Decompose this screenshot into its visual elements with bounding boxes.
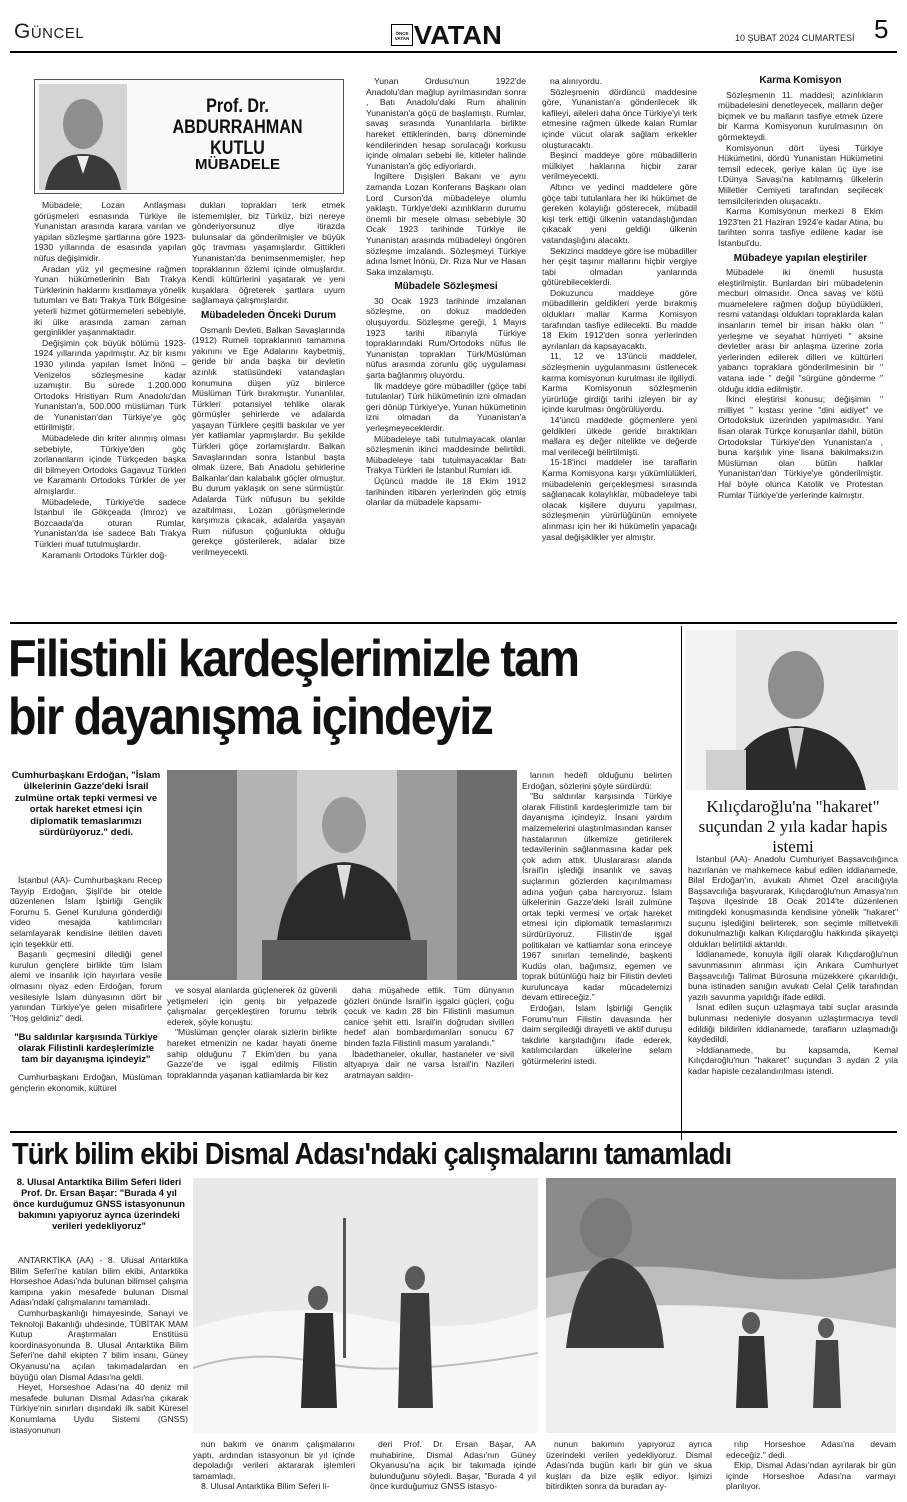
paragraph: Sözleşmenin dördüncü maddesine göre, Yunanistan'a gönderilecek ilk kafileyi, aileleri daha önce Türkiye'yi terk etmesine rağmen ülkede kalan Rumlar içinde vücut olarak sağlam erkekler oluşturacaktı. (542, 86, 697, 150)
paragraph: 11, 12 ve 13'üncü maddeler, sözleşmenin uygulanmasını üstlenecek karma komisyonun kurulması ile ilgiliydi. Karma Komisyonun sözleşmenin yürürlüğe girdiği tarihi izleyen bir ay içinde kurulması öngörülüyordu. (542, 351, 697, 415)
author-box (34, 79, 344, 194)
paragraph: Cumhurbaşkanı Erdoğan, Müslüman gençlerin ekonomik, kültürel (10, 1072, 162, 1093)
paragraph: İsnat edilen suçun uzlaşmaya tabi suçlar arasında bulunması nedeniyle dosyanın uzlaştırmacıya tevdi edildiği bildirilen iddianamede, tarafların uzlaşmadığı kaydedildi. (688, 1002, 898, 1045)
paragraph: daha müşahede ettik. Tüm dünyanın gözleri önünde İsrail'in işgalci güçleri, çoğu çocuk ve kadın 28 bin Filistinli masumun canice şehit etti. İsrail'in doğrudan sivilleri hedef alan bombardımanları sonucu 67 binden fazla Filistinli masum yaralandı." (344, 985, 514, 1048)
paragraph: Mübadele; Lozan Antlaşması görüşmeleri esnasında Türkiye ile Yunanistan arasında karara varılan ve yapılan sözleşme şartlarına göre 1923-1930 yıllarında de esasında yapılan nüfus değişimidir. (34, 200, 186, 263)
erdogan-lead: Cumhurbaşkanı Erdoğan, "İslam ülkelerinin Gazze'deki İsrail zulmüne ortak tepki vermesi ve ortak hareket etmesi için diplomatik temaslarımızı sürdürüyoruz." dedi. (11, 770, 161, 839)
paragraph: ANTARKTİKA (AA) - 8. Ulusal Antarktika Bilim Seferi'ne katılan bilim ekibi, Antarktika Horseshoe Adası'nda bulunan bilimsel çalışma kampına yakın mesafede bulunan Dismal Adası'ndaki çalışmalarını tamamladı. (10, 1255, 188, 1308)
erdogan-photo (167, 770, 517, 980)
masthead (0, 0, 907, 58)
subheading: Mübadele Sözleşmesi (394, 281, 498, 293)
logo-badge: ÖNCE VATAN (391, 24, 413, 46)
paragraph: İstanbul (AA)- Anadolu Cumhuriyet Başsavcılığınca hazırlanan ve mahkemece kabul edilen iddianamede, Bilal Erdoğan'ın, avukatı Ahmet Özel aracılığıyla Başsavcılığa başvurarak, Kılıçdaroğlu'nun Amasya'nın Taşova ilçesinde 18 Ocak 2014'te düzenlenen mitingdeki konuşmasında kendisine yönelik "hakaret" suçunu işlediğini belirterek, son seçimle milletvekili dokunulmazlığı kalkan Kılıçdaroğlu hakkında şikayetçi oldukları belirtildi aktarıldı. (688, 854, 898, 949)
paragraph: Karamanlı Ortodoks Türkler doğ- (42, 549, 167, 560)
paragraph: İngiltere Dışişleri Bakanı ve aynı zamanda Lozan Konferans Başkanı olan Lord Curson'da mübadeleye olumlu yaklaştı. Türkiye'deki azınlıkların durumu önemli bir mesele olması sebebiyle 30 Ocak 1923 tarihinde Türkiye ile Yunanistan arasında mübadeleyi öngören sözleşme imzalandı. Sözleşmeyi Türkiye adına İsmet İnönü, Dr. Rıza Nur ve Hasan Saka imzalamıştı. (366, 171, 526, 277)
erdogan-col2 (167, 985, 337, 1080)
paragraph: rılıp Horseshoe Adası'na devam edeceğiz." dedi. (726, 1439, 896, 1460)
paragraph: Heyet, Horseshoe Adası'na 40 deniz mil mesafede bulunan Dismal Adası'na çıkarak Türkiye'nin sınırları dışındaki ilk sabit Küresel Konumlama Uydu Sistemi (GNSS) istasyonunun (10, 1382, 188, 1435)
subheading: Karma Komisyon (759, 75, 842, 86)
paragraph: Dokuzuncu maddeye göre mübadillerin geldikleri yerde bırakmış oldukları mallar Karma Komisyon tarafından tasfiye edilecekti. Bu madde 18 Ekim 1912'den sonra yerlerinden ayrılanları da kapsayacaktı. (542, 287, 697, 351)
paragraph: Değişimin çok büyük bölümü 1923-1924 yıllarında yapılmıştır. Az bir kısmı 1930 yılında yapılan İsmet İnönü – Venizelos sözleşmesine kadar uzamıştır. Bu sürede 1.200.000 Ortodoks Hristiyan Rum Anadolu'dan Yunanistan'a, 500.000 müslüman Türk de Yunanistan'dan Türkiye'ye göç ettirilmiştir. (34, 337, 186, 433)
column-col2 (192, 200, 345, 558)
paragraph: İddianamede, konuyla ilgili olarak Kılıçdaroğlu'nun savunmasının alınması için Ankara Cumhuriyet Başsavcılığı Talimat Bürosuna müzekkere çıkarıldığı, buna istinaden sanığın avukatı Celal Çelik tarafından yazılı savunma yapıldığı ifade edildi. (688, 949, 898, 1002)
antarctica-col3 (370, 1439, 536, 1492)
paragraph: Erdoğan, İslam İşbirliği Gençlik Forumu'nun Filistin davasında her daim sergilediği dirayetli ve aktif duruşu takdirle karşıladığını ifade ederek, katılımcılardan ülkelerine selam götürmelerini istedi. (522, 1003, 672, 1067)
paragraph: Üçüncü madde ile 18 Ekim 1912 tarihinden itibaren yerlerinden göç etmiş olanlar da mübadele kapsamı- (366, 475, 526, 508)
antarctica-photo-1 (193, 1178, 538, 1433)
pull-quote: "Bu saldırılar karşısında Türkiye olarak Filistinli kardeşlerimizle tam bir dayanışma içindeyiz" (14, 1031, 158, 1065)
paragraph: >İddianamede, bu kapsamda, Kemal Kılıçdaroğlu'nun "hakaret" suçundan 3 aydan 2 yıla kadar hapisle cezalandırılması istendi. (688, 1044, 898, 1076)
paragraph: Mübadeleye tabi tutulmayacak olanlar sözleşmenin ikinci maddesinde belirtildi. Mübadeleye tabi tutulmayacaklar Batı Trakya Türkleri ile İstanbul Rumları idi. (366, 433, 526, 476)
paragraph: 14'üncü maddede göçmenlere yeni geldikleri ülkede geride bıraktıkları mallara eş değer nitelikte ve değerde mal verileceği belirtilmişti. (542, 415, 697, 457)
antarctica-headline: Türk bilim ekibi Dismal Adası'ndaki çalışmalarını tamamladı (12, 1136, 732, 1171)
antarctica-photo-2 (546, 1178, 896, 1433)
paragraph: larının hedefi olduğunu belirten Erdoğan, sözlerini şöyle sürdürdü: (522, 770, 672, 791)
paragraph: na alınıyordu. (550, 76, 603, 86)
paragraph: "Müslüman gençler olarak sizlerin birlikte hareket etmenizin ne kadar hayati öneme sahip olduğunu 7 Ekim'den bu yana Gazze'de ve işgal edilmiş Filistin topraklarında yaşanan katliamlarda bir kez (167, 1027, 337, 1080)
paragraph: İkinci eleştirisi konusu; değişimin " milliyet " kıstası yerine "dini aidiyet" ve Ortodoksluk üzerinden yapılmasıdır. Yani lisan olarak Türkçe konuşanlar dahil, bütün Ortodokslar Türkiye'den Yunanistan'a , buna karşılık yine lisana bakılmaksızın Müslüman olan bütün halklar Yunanistan'dan Türkiye'ye gönderilmiştir. Hal böyle olunca Katolik ve Protestan Rumlar Türkiye'de yerlerinde kalmıştır. (718, 394, 883, 500)
masthead-rule (10, 51, 897, 53)
antarctica-col4 (546, 1439, 712, 1492)
paragraph: Sekizinci maddeye göre ise mübadiller her çeşit taşınır mallarını hiçbir vergiye tabi olmadan yanlarında götürebileceklerdi. (542, 245, 697, 288)
paragraph: İlk maddeye göre mübadiller (göçe tabi tutulanlar) Türk hükümetinin izni olmadan geri dönüp Türkiye'ye, Yunan hükümetinin izni olmadan da Yunanistan'a yerleşmeyeceklerdir. (366, 380, 526, 433)
section-divider (10, 622, 897, 624)
antarctica-col5 (726, 1439, 896, 1492)
erdogan-col4 (522, 770, 672, 1067)
antarctica-col2 (193, 1439, 355, 1492)
page-number: 5 (874, 14, 889, 44)
paragraph: "Bu saldırılar karşısında Türkiye olarak Filistinli kardeşlerimizle tam bir dayanışma içindeyiz. İnsani yardım malzemelerini ulaştırılmasından kanser hastalarının ülkemize getirilerek tedavilerinin sağlanmasına kadar pek çok adım attık. Uluslararası alanda İsrail'in işlediği insanlık ve savaş suçlarının gözlerden kaçırılmaması adına yoğun çaba harcıyoruz. İslam ülkelerinin Gazze'deki İsrail zulmüne ortak tepki vermesi ve ortak hareket etmesi için diplomatik temaslarımızı sürdürüyoruz. Filistin'de işgal politikaları ve katliamlar sona erinceye 1967 sınırları temelinde, başkenti Kudüs olan, bağımsız, egemen ve toprak bütünlüğü haiz bir Filistin devleti kuruluncaya kadar mücadelemizi devam ettireceğiz." (522, 791, 672, 1003)
paragraph: Karma Komisyonun merkezi 8 Ekim 1923'ten 21 Haziran 1924'e kadar Atina, bu tarihten sonra tasfiye edilene kadar ise İstanbul'du. (718, 206, 883, 248)
column-col4 (542, 76, 697, 542)
paragraph: Başarılı geçmesini dilediği genel kurulun gençlere birlikte tüm İslam alemi ve insanlık için hayırlara vesile olmasını niyaz eden Erdoğan, forum vesilesiyle İslam dünyasının dört bir yanından Türkiye'ye gelen misafirlere "Hoş geldiniz" dedi. (10, 949, 162, 1023)
paragraph: deri Prof. Dr. Ersan Başar, AA muhabirine, Dismal Adası'nın Güney Okyanusu'na açık bir takımada içinde bulunduğunu söyledi. Başar, "Burada 4 yıl önce kurduğumuz GNSS istasyo- (370, 1439, 536, 1492)
erdogan-headline: Filistinli kardeşlerimizle tam bir dayanışma içindeyiz (8, 630, 579, 746)
logo-text: VATAN (413, 19, 502, 50)
vertical-divider (681, 626, 682, 1140)
issue-date: 10 ŞUBAT 2024 CUMARTESİ (735, 33, 855, 43)
author-photo (39, 84, 127, 190)
kilicdaroglu-body (688, 854, 898, 1076)
paragraph: Altıncı ve yedinci maddelere göre göçe tabi tutulanlara her iki hükümet de gereken kolaylığı gösterecek, mübadil kişi terk ettiği ülkenin vatandaşlığından çıkacak yeni geldiği ülkenin vatandaşlığını alacaktı. (542, 181, 697, 245)
section-divider (10, 1131, 897, 1133)
column-col1 (34, 200, 186, 560)
paragraph: 30 Ocak 1923 tarihinde imzalanan sözleşme, on dokuz maddeden oluşuyordu. Sözleşme gereği, 1 Mayıs 1923 tarihi itibarıyla Türkiye topraklarındaki Rum/Ortodoks nüfus ile Yunanistan toprakları Türk/Müslüman nüfus arasında zorunlu göç uygulaması şarta bağlanmış oluyordu. (366, 295, 526, 381)
section-name: Güncel (14, 20, 85, 43)
kilicdaroglu-photo (686, 630, 898, 790)
column-col5 (718, 76, 883, 500)
subheading: Mübadeye yapılan eleştiriler (733, 252, 868, 264)
paragraph: 8. Ulusal Antarktika Bilim Seferi li- (201, 1481, 330, 1492)
paragraph: İbadethaneler, okullar, hastaneler ve sivil altyapıya dair ne varsa İsrail'in Nazileri aratmayan saldırı- (344, 1048, 514, 1080)
kilicdaroglu-headline: Kılıçdaroğlu'na "hakaret" suçundan 2 yıla kadar hapis istemi (698, 797, 888, 856)
paragraph: ve sosyal alanlarda güçlenerek öz güvenli yetişmeleri için geniş bir yelpazede çalışmalar gerçekleştiren forumu tebrik ederek, şöyle konuştu: (167, 985, 337, 1027)
paragraph: nun bakım ve onarım çalışmalarını yaptı, ardından istasyonun bir yıl içinde depoladığı verileri aktararak işlemleri tamamladı. (193, 1439, 355, 1481)
author-name: Prof. Dr. ABDURRAHMAN KUTLU (172, 96, 303, 159)
column-col3 (366, 76, 526, 508)
paragraph: Osmanlı Devleti, Balkan Savaşlarında (1912) Rumeli topraklarının tamamına yakınını ve Ege Adalarını kaybetmiş, geride bir anda başka bir devletin azınlık statüsündeki vatandaşları konumuna düşen yüz binlerce Müslüman Türk bırakmıştır. Yunanlılar, Türkleri potansiyel tehlike olarak görmüşler şehirlerde ve adalarda yaşayan Türklere çeşitli baskılar ve yer yer katliamlar yapmışlardır. Bu şekilde Türkleri göçe zorlamışlardır. Balkan Savaşlarından sonra İstanbul başta olmak üzere, Batı Anadolu şehirlerine Balkanlar'dan kalabalık göçler olmuştur. Bu durum yaklaşık on sene sürmüştür. Adalarda Türk nüfusun bu şekilde azaltılması, Lozan görüşmelerinde karşımıza çıkacak, adalarda yaşayan Rum nüfusun çoğunlukta olduğu gerekçe gösterilerek, adalar bize verilmeyecekti. (192, 324, 345, 557)
subheading: Mübadeleden Önceki Durum (200, 309, 337, 321)
paragraph: Aradan yüz yıl geçmesine rağmen Yunan hükümetlerinin Batı Trakya Türklerinin haklarını kısıtlamaya yönelik tutumları ve Batı Trakya Türk Bölgesine yeterli hizmet götürmemeleri sebebiyle, iki ülke arasında zaman zaman gerginlikler yaşanmaktadır. (34, 263, 186, 338)
paragraph: Ekip, Dismal Adası'ndan ayrılarak bir gün içinde Horseshoe Adası'na varmayı planlıyor. (726, 1460, 896, 1492)
paragraph: Mübadele iki önemli hususta eleştirilmiştir. Bunlardan biri mübadelenin mecburi olmasıdır. Onca savaş ve kötü muamelelere rağmen doğup büyüdükleri, resmi vatandaşı oldukları topraklarda kalan insanların temel bir insan hakkı olan " yerleşme ve seyahat hürriyeti " aksine devletler arası bir anlaşma üzerine zorla yerlerinden edilerek dilleri ve kültürleri yabancı topraklara gönderilmesinin bir " vatana iade " değil "sürgüne gönderme " olduğu iddia edilmiştir. (718, 267, 883, 394)
antarctica-col1 (10, 1255, 188, 1435)
logo (391, 19, 502, 50)
paragraph: Mübadelede, Türkiye'de sadece İstanbul ile Gökçeada (İmroz) ve Bozcaada'da oturan Rumlar, Yunanistan'da ise sadece Batı Trakya Türkleri muaf tutulmuşlardır. (34, 496, 186, 549)
paragraph: Komisyonun dört üyesi Türkiye Hükümetini, dördü Yunanistan Hükümetini temsil edecek, geriye kalan üç üye ise I.Dünya Savaşı'na katılmamış ülkelerin Milletler Cemiyeti tarafından seçilecek temsilcilerinden oluşacaktı. (718, 142, 883, 206)
paragraph: Mübadelede din kriter alınmış olması sebebiyle, Türkiye'den göç zorlananların içinde Türkçeden başka dil bilmeyen Ortodoks Gagavuz Türkleri ve Karamanlı Ortodoks Türkler de yer almışlardır. (34, 433, 186, 497)
erdogan-col3 (344, 985, 514, 1080)
paragraph: Cumhurbaşkanlığı himayesinde, Sanayi ve Teknoloji Bakanlığı uhdesinde, TÜBİTAK MAM Kutup Araştırmaları Enstitüsü koordinasyonunda 8. Ulusal Antarktika Bilim Seferi'ne dahil ekipten 7 bilim insanı, Güney Okyanusu'na açılan takımadalardan en büyüğü olan Dismal Adası'na geldi. (10, 1307, 188, 1382)
column-title: MÜBADELE (195, 156, 280, 173)
paragraph: İstanbul (AA)- Cumhurbaşkanı Recep Tayyip Erdoğan, Şişli'de bir otelde düzenlenen İslam İşbirliği Gençlik Forumu 5. Genel Kuruluna gönderdiği video mesajda katılımcıları selamlayarak kendisine iletilen daveti için teşekkür etti. (10, 875, 162, 949)
paragraph: Beşinci maddeye göre mübadillerin mülkiyet haklarına hiçbir zarar verilmeyecekti. (542, 150, 697, 182)
paragraph: Sözleşmenin 11. maddesi; azınlıkların mübadelesini denetleyecek, malların değer biçmek ve bu malların tasfiye etmek üzere bir Karma Komisyonun kurulmasının ön görmekteydi. (718, 89, 883, 142)
antarctica-lead: 8. Ulusal Antarktika Bilim Seferi lideri Prof. Dr. Ersan Başar: "Burada 4 yıl önce kurduğumuz GNSS istasyonunun bakımını yapıyoruz ayrıca üzerindeki verileri yedekliyoruz" (12, 1177, 185, 1231)
paragraph: nunun bakımını yapıyoruz ayrıca üzerindeki verileri yedekliyoruz. Dismal Adası'nda bugün karlı bir gün ve skua kuşları da bize eşlik ediyor. İşimizi bitirdikten sonra da buradan ay- (546, 1439, 712, 1492)
erdogan-col1 (10, 875, 162, 1094)
paragraph: Yunan Ordusu'nun 1922'de Anadolu'dan mağlup ayrılmasından sonra , Batı Anadolu'daki Rum ahalinin Yunanistan'a göçü de başlamıştı. Rumlar, savaş sırasında Yunanlılarla birlikte hareket ettiklerinden, barış döneminde kendilerinden hesap sorulacağı korkusu içinde olmaları sebebi ile, kitleler halinde Yunanistan'a göç ediyorlardı. (366, 76, 526, 171)
paragraph: dukları toprakları terk etmek istememişler, biz Türküz, bizi nereye gönderiyorsunuz diye itirazda bulunsalar da gönderilmişler ve büyük göç travması yaşamışlardır. Gittikleri Yunanistan'da benimsenmemişler, hep topraklarının özlemi içinde olmuşlardır. Kendi kültürlerini yaşatarak ve yeni kuşaklara öğreterek şartlara uyum sağlamaya çalışmışlardır. (192, 200, 345, 306)
paragraph: 15-18'inci maddeler ise taraflarin Karma Komisyona karşı yükümlülükleri, mübadelenin gerçekleşmesi sırasında sağlanacak kolaylıklar, mübadeleye tabi olacak kişilere duyuru yapılması, sözleşmenin yürürlüğünün emniyete alınması için her iki hükümetin yapacağı yasal değişiklikler yer almıştır. (542, 457, 697, 542)
